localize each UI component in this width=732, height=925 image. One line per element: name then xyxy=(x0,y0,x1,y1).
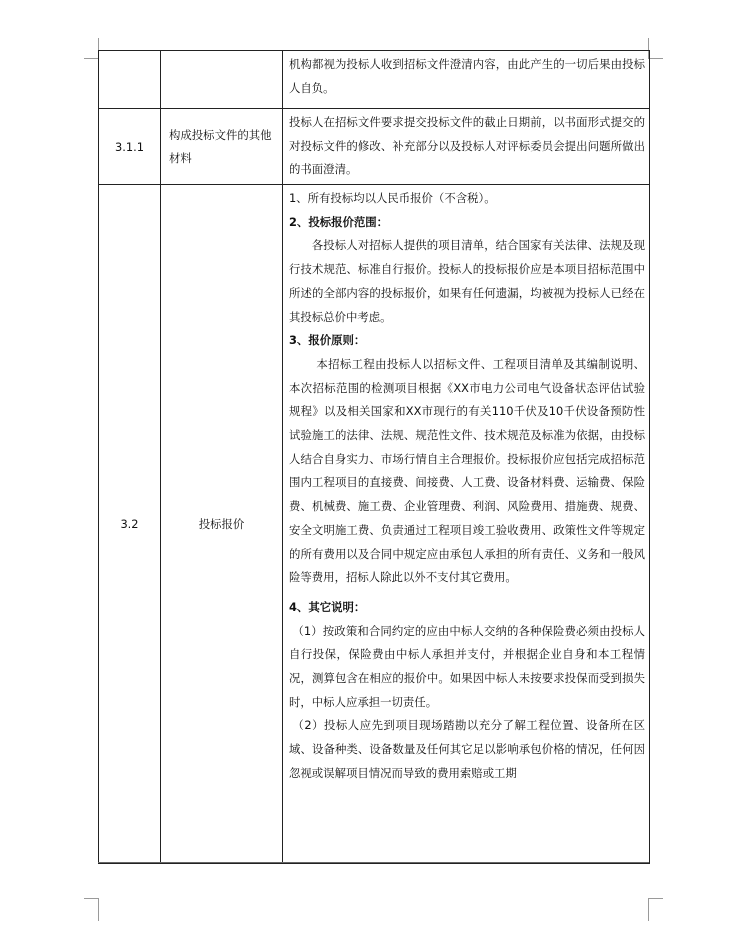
table-row xyxy=(99,109,650,185)
crop-mark-top-left xyxy=(84,38,99,59)
other-notes-heading: 4、其它说明： xyxy=(289,599,366,614)
row-number-cell xyxy=(99,51,161,109)
crop-mark-top-right xyxy=(648,38,663,59)
table-row xyxy=(99,185,650,864)
row-content-cell xyxy=(283,51,650,109)
pricing-scope-paragraph: 各投标人对招标人提供的项目清单，结合国家有关法律、法规及现行技术规范、标准自行报价。投标人的投标报价应是本项目招标范围中所述的全部内容的投标报价，如果有任何遗漏，均被视为投标人已经在其投标总价中考虑。 xyxy=(289,238,645,324)
content-paragraph: 机构都视为投标人收到招标文件澄清内容，由此产生的一切后果由投标人自负。 xyxy=(289,57,645,95)
row-content-cell xyxy=(283,185,650,864)
other-note-2: （2）投标人应先到项目现场踏勘以充分了解工程位置、设备所在区域、设备种类、设备数量及任何其它足以影响承包价格的情况，任何因忽视或误解项目情况而导致的费用索赔或工期 xyxy=(289,718,645,780)
table-row xyxy=(99,51,650,109)
pricing-principle-paragraph: 本招标工程由投标人以招标文件、工程项目清单及其编制说明、本次招标范围的检测项目根据《XX市电力公司电气设备状态评估试验规程》以及相关国家和XX市现行的有关110千伏及10千伏设备预防性试验施工的法律、法规、规范性文件、技术规范及标准为依据，由投标人结合自身实力、市场行情自主合理报价。投标报价应包括完成招标范围内工程项目的直接费、间接费、人工费、设备材料费、运输费、保险费、机械费、施工费、企业管理费、利润、风险费用、措施费、规费、安全文明施工费、负责通过工程项目竣工验收费用、政策性文件等规定的所有费用以及合同中规定应由承包人承担的所有责任、义务和一般风险等费用，招标人除此以外不支付其它费用。 xyxy=(289,356,645,585)
row-name-cell: 投标报价 xyxy=(161,185,283,864)
row-name-cell xyxy=(161,51,283,109)
pricing-item-1: 1、所有投标均以人民币报价（不含税）。 xyxy=(289,191,496,205)
other-note-1: （1）按政策和合同约定的应由中标人交纳的各种保险费必须由投标人自行投保，保险费由中标人承担并支付，并根据企业自身和本工程情况，测算包含在相应的报价中。如果因中标人未按要求投保而受到损失时，中标人应承担一切责任。 xyxy=(289,623,645,709)
row-number-cell: 3.1.1 xyxy=(99,109,161,185)
bid-spec-table xyxy=(98,50,650,864)
page-bottom-rule xyxy=(98,862,649,863)
pricing-scope-heading: 2、投标报价范围： xyxy=(289,214,389,229)
row-number-cell: 3.2 xyxy=(99,185,161,864)
pricing-principle-heading: 3、报价原则： xyxy=(289,333,366,348)
row-name-cell: 构成投标文件的其他材料 xyxy=(161,109,283,185)
crop-mark-bottom-right xyxy=(648,898,663,921)
crop-mark-bottom-left xyxy=(84,898,99,921)
row-content-cell xyxy=(283,109,650,185)
content-paragraph: 投标人在招标文件要求提交投标文件的截止日期前，以书面形式提交的对投标文件的修改、补充部分以及投标人对评标委员会提出问题所做出的书面澄清。 xyxy=(289,115,645,177)
